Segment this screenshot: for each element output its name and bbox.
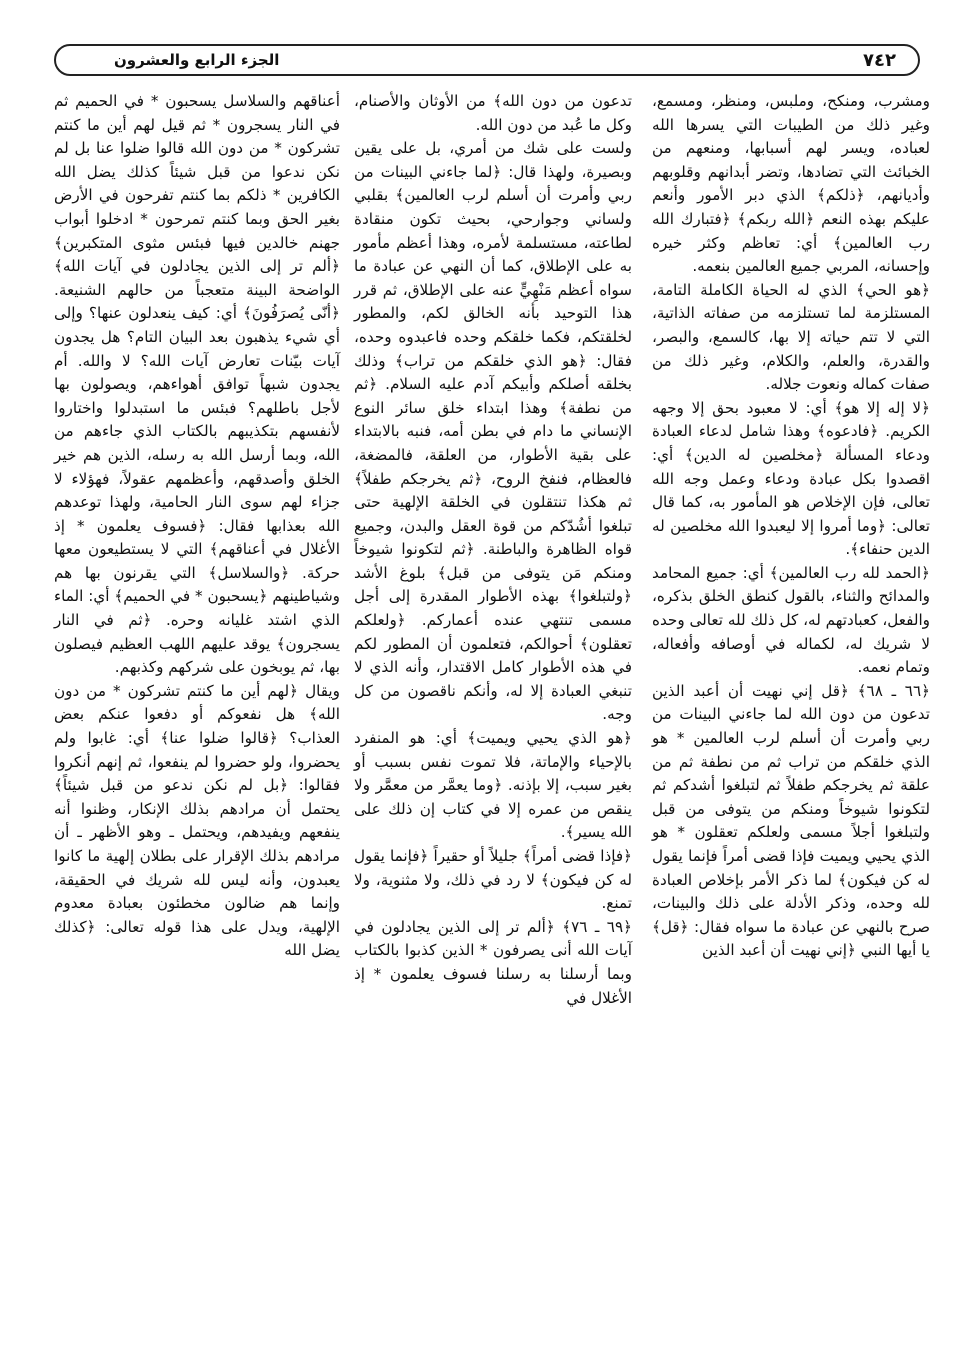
text-column-left (54, 90, 340, 963)
text-column-right (652, 90, 930, 963)
paragraph: تدعون من دون الله﴾ من الأوثان والأصنام، وكل ما عُبد من دون الله. (354, 92, 632, 134)
paragraph: ﴿الحمد لله رب العالمين﴾ أي: جميع المحامد والمدائح والثناء، بالقول كنطق الخلق بذكره، والفعل، كعبادتهم له، كل ذلك لله تعالى وحده لا شريك له، لكماله في أوصافه وأفعاله، وتمام نعمه. (652, 563, 930, 677)
paragraph: ﴿هو الذي يحيي ويميت﴾ أي: هو المنفرد بالإحياء والإماتة، فلا تموت نفس بسبب أو بغير سبب، إلا بإذنه. ﴿وما يعمَّر من معمَّر ولا ينقص من عمره إلا في كتاب إن ذلك على الله يسير﴾. (354, 729, 632, 842)
paragraph: ومشرب، ومنكح، وملبس، ومنظر، ومسمع، وغير ذلك من الطيبات التي يسرها الله لعباده، ويسر لهم أسبابها، ومنعهم من الخبائث التي تضادها، وتضر أبدانهم وقلوبهم وأديانهم، ﴿ذلكم﴾ الذي دبر الأمور وأنعم عليكم بهذه النعم ﴿الله ربكم﴾ ﴿فتبارك الله رب العالمين﴾ أي: تعاظم وكثر خيره وإحسانه، المربي جميع العالمين بنعمه. (652, 92, 930, 276)
paragraph: أعناقهم والسلاسل يسحبون * في الحميم ثم في النار يسجرون * ثم قيل لهم أين ما كنتم تشركون * من دون الله قالوا ضلوا عنا بل لم نكن ندعوا من قبل شيئاً كذلك يضل الله الكافرين * ذلكم بما كنتم تفرحون في الأرض بغير الحق وبما كنتم تمرحون * ادخلوا أبواب جهنم خالدين فيها فبئس مثوى المتكبرين﴾ ﴿ألم تر إلى الذين يجادلون في آيات الله﴾ الواضحة البينة متعجباً من حالهم الشنيعة. ﴿أنّى يُصرَفُونَ﴾ أي: كيف ينعدلون عنها؟ وإلى أي شيء يذهبون بعد البيان التام؟ هل يجدون آيات بيّنات تعارض آيات الله؟ لا والله. أم يجدون شبهاً توافق أهواءهم، ويصولون بها لأجل باطلهم؟ فبئس ما استبدلوا واختاروا لأنفسهم بتكذيبهم بالكتاب الذي جاءهم من الله، وبما أرسل الله به رسله، الذين هم خير الخلق وأصدقهم، وأعظمهم عقولاً، فهؤلاء لا جزاء لهم سوى النار الحامية، ولهذا توعدهم الله بعذابها فقال: ﴿فسوف يعلمون * إذ الأغلال في أعناقهم﴾ التي لا يستطيعون معها حركة. ﴿والسلاسل﴾ التي يقرنون بها هم وشياطينهم ﴿يسحبون * في الحميم﴾ أي: الماء الذي اشتد غليانه وحره. ﴿ثم في النار يسجرون﴾ يوقد عليهم اللهب العظيم فيصلون بها، ثم يوبخون على شركهم وكذبهم. (54, 92, 340, 677)
paragraph: ﴿فإذا قضى أمراً﴾ جليلاً أو حقيراً ﴿فإنما يقول له كن فيكون﴾ لا رد في ذلك، ولا مثنوية، ولا تمنع. (354, 847, 632, 913)
paragraph: ﴿٦٩ ـ ٧٦﴾ ﴿ألم تر إلى الذين يجادلون في آيات الله أنى يصرفون * الذين كذبوا بالكتاب وبما أرسلنا به رسلنا فسوف يعلمون * إذ الأغلال في (354, 917, 633, 1007)
paragraph: ويقال ﴿لهم أين ما كنتم تشركون * من دون الله﴾ هل نفعوكم أو دفعوا عنكم بعض العذاب؟ ﴿قالوا ضلوا عنا﴾ أي: غابوا ولم يحضروا، ولو حضروا لم ينفعوا، ثم إنهم أنكروا فقالوا: ﴿بل لم نكن ندعو من قبل شيئاً﴾ يحتمل أن مرادهم بذلك الإنكار، وظنوا أنه ينفعهم ويفيدهم، ويحتمل ـ وهو الأظهر ـ أن مرادهم بذلك الإقرار على بطلان إلهية ما كانوا يعبدون، وأنه ليس لله شريك في الحقيقة، وإنما هم ضالون مخطئون بعبادة معدوم الإلهية، ويدل على هذا قوله تعالى: ﴿كذلك يضل الله (54, 681, 340, 960)
page-number: ٧٤٢ (863, 50, 896, 71)
paragraph: ﴿لا إله إلا هو﴾ أي: لا معبود بحق إلا وجهه الكريم. ﴿فادعوه﴾ وهذا شامل لدعاء العبادة ودعاء المسألة ﴿مخلصين له الدين﴾ أي: اقصدوا بكل عبادة ودعاء وعمل وجه الله تعالى، فإن الإخلاص هو المأمور به، كما قال تعالى: ﴿وما أمروا إلا ليعبدوا الله مخلصين له الدين حنفاء﴾. (652, 398, 930, 559)
part-title: الجزء الرابع والعشرون (114, 51, 280, 69)
page-header (54, 44, 920, 76)
paragraph: ﴿هو الحي﴾ الذي له الحياة الكاملة التامة، المستلزمة لما تستلزمه من صفاته الذاتية، التي لا تتم حياته إلا بها، كالسمع، والبصر، والقدرة، والعلم، والكلام، وغير ذلك من صفات كماله ونعوت جلاله. (652, 280, 930, 394)
text-column-middle (354, 90, 632, 1010)
paragraph: ولست على شك من أمري، بل على يقين وبصيرة، ولهذا قال: ﴿لما جاءني البينات من ربي وأمرت أن أسلم لرب العالمين﴾ بقلبي ولساني وجوارحي، بحيث تكون منقادة لطاعته، مستسلمة لأمره، وهذا أعظم مأمور به على الإطلاق، كما أن النهي عن عبادة ما سواه أعظم مَنْهِيٍّ عنه على الإطلاق، ثم قرر هذا التوحيد بأنه الخالق لكم، والمطور لخلقتكم، فكما خلقكم وحده فاعبدوه وحده، فقال: ﴿هو الذي خلقكم من تراب﴾ وذلك بخلقه أصلكم وأبيكم آدم عليه السلام. ﴿ثم من نطفة﴾ وهذا ابتداء خلق سائر النوع الإنساني ما دام في بطن أمه، فنبه بالابتداء على بقية الأطوار، من العلقة، فالمضغة، فالعظام، فنفخ الروح، ﴿ثم يخرجكم طفلاً﴾ ثم هكذا تنتقلون في الخلقة الإلهية حتى تبلغوا أشُدّكم من قوة العقل والبدن، وجميع قواه الظاهرة والباطنة. ﴿ثم لتكونوا شيوخاً ومنكم مَن يتوفى من قبل﴾ بلوغ الأشد ﴿ولتبلغوا﴾ بهذه الأطوار المقدرة إلى أجل مسمى تنتهي عنده أعماركم. ﴿ولعلكم تعقلون﴾ أحوالكم، فتعلمون أن المطور لكم في هذه الأطوار كامل الاقتدار، وأنه الذي لا تنبغي العبادة إلا له، وأنكم ناقصون من كل وجه. (354, 139, 632, 724)
paragraph: ﴿٦٦ ـ ٦٨﴾ ﴿قل إني نهيت أن أعبد الذين تدعون من دون الله لما جاءني البينات من ربي وأمرت أن أسلم لرب العالمين * هو الذي خلقكم من تراب ثم من نطفة ثم من علقة ثم يخرجكم طفلاً ثم لتبلغوا أشدكم ثم لتكونوا شيوخاً ومنكم من يتوفى من قبل ولتبلغوا أجلاً مسمى ولعلكم تعقلون * هو الذي يحيي ويميت فإذا قضى أمراً فإنما يقول له كن فيكون﴾ لما ذكر الأمر بإخلاص العبادة لله وحده، وذكر الأدلة على ذلك والبينات، صرح بالنهي عن عبادة ما سواه فقال: ﴿قل﴾ يا أيها النبي ﴿إني نهيت أن أعبد الذين (652, 681, 931, 960)
